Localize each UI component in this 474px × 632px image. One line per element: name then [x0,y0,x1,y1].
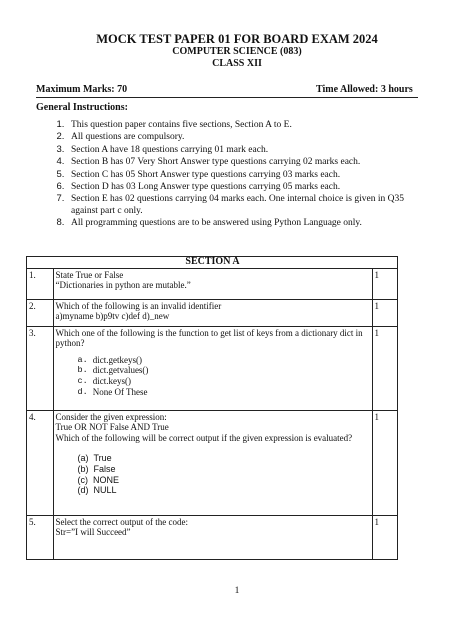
class-title: CLASS XII [212,58,262,69]
question-row [27,515,398,559]
question-row [27,410,398,515]
instruction-item: 3. Section A have 18 questions carrying 01 mark each. [67,144,417,156]
question-number: 4. [27,410,54,515]
section-header-row [27,257,398,269]
instruction-item: 2. All questions are compulsory. [67,131,417,143]
option-item: c. dict.keys() [77,375,131,386]
question-text: Select the correct output of the code: Str=”I will Succeed” [53,515,372,559]
option-item: a. dict.getkeys() [77,354,142,365]
options-list [56,355,370,397]
option-item: (c) NONE [77,474,120,485]
instruction-item: 1. This question paper contains five sections, Section A to E. [67,119,417,131]
instruction-item: 5. Section C has 05 Short Answer type questions carrying 03 marks each. [67,169,417,181]
section-a-title: SECTION A [53,257,372,269]
header-divider [36,97,418,98]
question-row [27,299,398,326]
instruction-item: 4. Section B has 07 Very Short Answer type questions carrying 02 marks each. [67,156,417,168]
instructions-heading: General Instructions: [36,102,128,113]
options-list [56,453,370,495]
instruction-item: 6. Section D has 03 Long Answer type questions carrying 05 marks each. [67,181,417,193]
question-marks: 1 [372,299,398,326]
question-marks: 1 [372,326,398,410]
question-row [27,326,398,410]
instruction-item: 8. All programming questions are to be answered using Python Language only. [67,217,417,229]
time-allowed: Time Allowed: 3 hours [316,84,413,95]
section-a-table [26,256,398,560]
option-item: (d) NULL [77,485,117,496]
option-item: b. dict.getvalues() [77,365,149,376]
question-text: Which one of the following is the function to get list of keys from a dictionary dict in python? a. dict.getkeys() b. dict.getvalues() c. dict.keys() d. None Of These [53,326,372,410]
question-text: Which of the following is an invalid identifier a)myname b)p9tv c)def d)_new [53,299,372,326]
subject-title: COMPUTER SCIENCE (083) [172,46,302,57]
question-marks: 1 [372,515,398,559]
instruction-item: 7. Section E has 02 questions carrying 04 marks each. One internal choice is given in Q35 against part c only. [67,193,417,217]
question-marks: 1 [372,410,398,515]
instructions-list [36,119,417,230]
question-marks: 1 [372,268,398,299]
question-number: 5. [27,515,54,559]
maximum-marks: Maximum Marks: 70 [36,84,128,95]
option-item: (a) True [77,453,112,464]
question-number: 3. [27,326,54,410]
question-text: Consider the given expression: True OR NOT False AND True Which of the following will be correct output if the given expression is evaluated? (a) True (b) False (c) NONE (d) NULL [53,410,372,515]
paper-title: MOCK TEST PAPER 01 FOR BOARD EXAM 2024 [96,32,378,46]
question-number: 2. [27,299,54,326]
page-number: 1 [234,586,240,596]
question-number: 1. [27,268,54,299]
question-row [27,268,398,299]
option-item: d. None Of These [77,386,148,397]
question-text: State True or False “Dictionaries in python are mutable.” [53,268,372,299]
option-item: (b) False [77,463,116,474]
